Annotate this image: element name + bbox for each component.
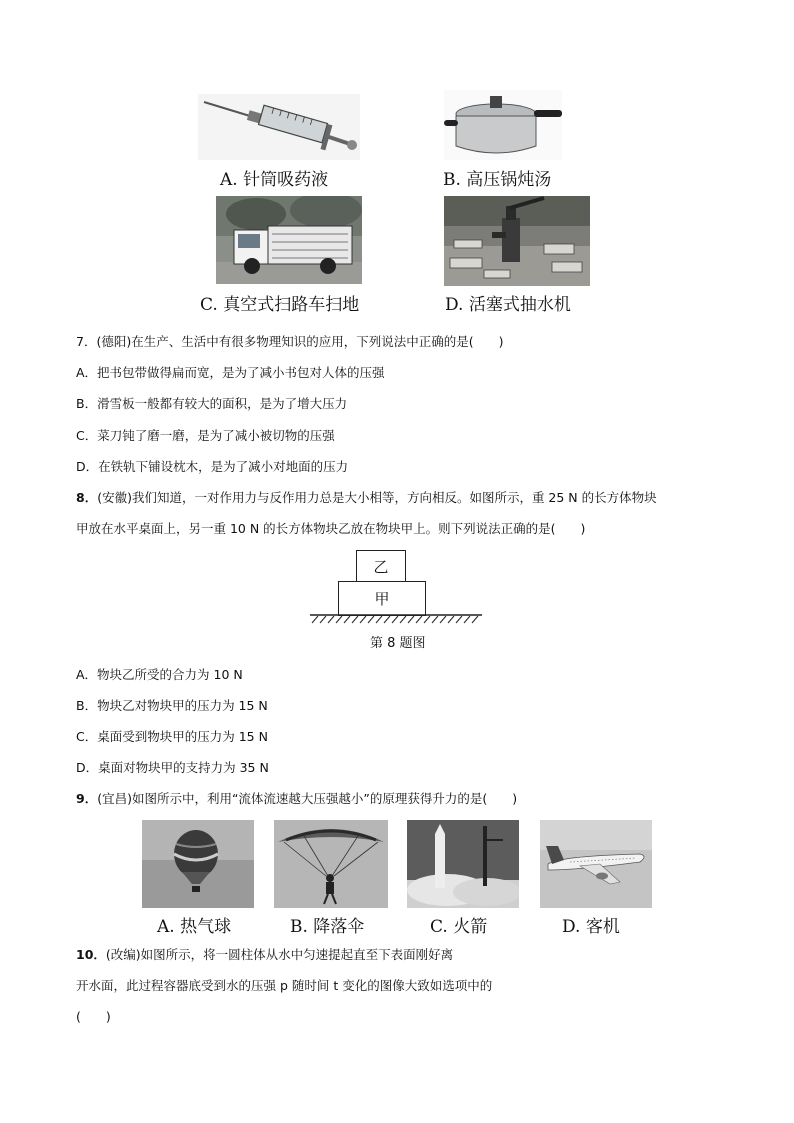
q7-option-b: B．滑雪板一般都有较大的面积，是为了增大压力 bbox=[76, 396, 348, 411]
q10-stem-line3: ( ) bbox=[76, 1009, 111, 1024]
rocket-photo bbox=[407, 820, 519, 908]
q9-number: 9． bbox=[76, 791, 98, 806]
q10-number: 10． bbox=[76, 947, 106, 962]
q8-option-c: C．桌面受到物块甲的压力为 15 N bbox=[76, 729, 268, 744]
q8-option-a: A．物块乙所受的合力为 10 N bbox=[76, 667, 243, 682]
option-b-caption: B. 高压锅炖汤 bbox=[443, 170, 552, 190]
q8-figure-caption: 第 8 题图 bbox=[370, 636, 426, 651]
q9-option-d-caption: D. 客机 bbox=[562, 917, 620, 937]
option-c-caption: C. 真空式扫路车扫地 bbox=[200, 295, 360, 315]
block-jia: 甲 bbox=[338, 581, 426, 616]
q10-stem-line2: 开水面，此过程容器底受到水的压强 p 随时间 t 变化的图像大致如选项中的 bbox=[76, 978, 493, 993]
option-a-caption: A. 针筒吸药液 bbox=[220, 170, 329, 190]
table-surface bbox=[310, 614, 482, 624]
q7-option-c: C．菜刀钝了磨一磨，是为了减小被切物的压强 bbox=[76, 428, 335, 443]
q8-option-b: B．物块乙对物块甲的压力为 15 N bbox=[76, 698, 268, 713]
street-sweeper-photo bbox=[216, 196, 362, 284]
q9-stem bbox=[76, 791, 517, 807]
piston-pump-photo bbox=[444, 196, 590, 286]
block-yi: 乙 bbox=[356, 550, 406, 582]
q7-option-d: D．在铁轨下铺设枕木，是为了减小对地面的压力 bbox=[76, 459, 349, 474]
q10-stem-text1: (改编)如图所示，将一圆柱体从水中匀速提起直至下表面刚好离 bbox=[105, 947, 454, 962]
q7-stem: 7．(德阳)在生产、生活中有很多物理知识的应用，下列说法中正确的是( ) bbox=[76, 334, 504, 349]
airliner-photo bbox=[540, 820, 652, 908]
q8-stem-text1: (安徽)我们知道，一对作用力与反作用力总是大小相等，方向相反。如图所示，重 25 N 的长方体物块 bbox=[97, 490, 657, 505]
q9-option-c-caption: C. 火箭 bbox=[430, 917, 488, 937]
q9-option-a-caption: A. 热气球 bbox=[157, 917, 232, 937]
q7-option-a: A．把书包带做得扁而宽，是为了减小书包对人体的压强 bbox=[76, 365, 385, 380]
q9-option-b-caption: B. 降落伞 bbox=[290, 917, 365, 937]
pressure-cooker-photo bbox=[444, 90, 562, 160]
q9-stem-text: (宜昌)如图所示中，利用“流体流速越大压强越小”的原理获得升力的是( ) bbox=[97, 791, 518, 806]
hot-air-balloon-photo bbox=[142, 820, 254, 908]
q8-stem-line1 bbox=[76, 490, 657, 506]
syringe-photo bbox=[198, 94, 360, 160]
q10-stem-line1 bbox=[76, 947, 453, 963]
q8-number: 8． bbox=[76, 490, 98, 505]
q8-option-d: D．桌面对物块甲的支持力为 35 N bbox=[76, 760, 269, 775]
parachute-photo bbox=[274, 820, 388, 908]
option-d-caption: D. 活塞式抽水机 bbox=[445, 295, 571, 315]
q8-stem-line2: 甲放在水平桌面上，另一重 10 N 的长方体物块乙放在物块甲上。则下列说法正确的是( ) bbox=[76, 521, 586, 536]
